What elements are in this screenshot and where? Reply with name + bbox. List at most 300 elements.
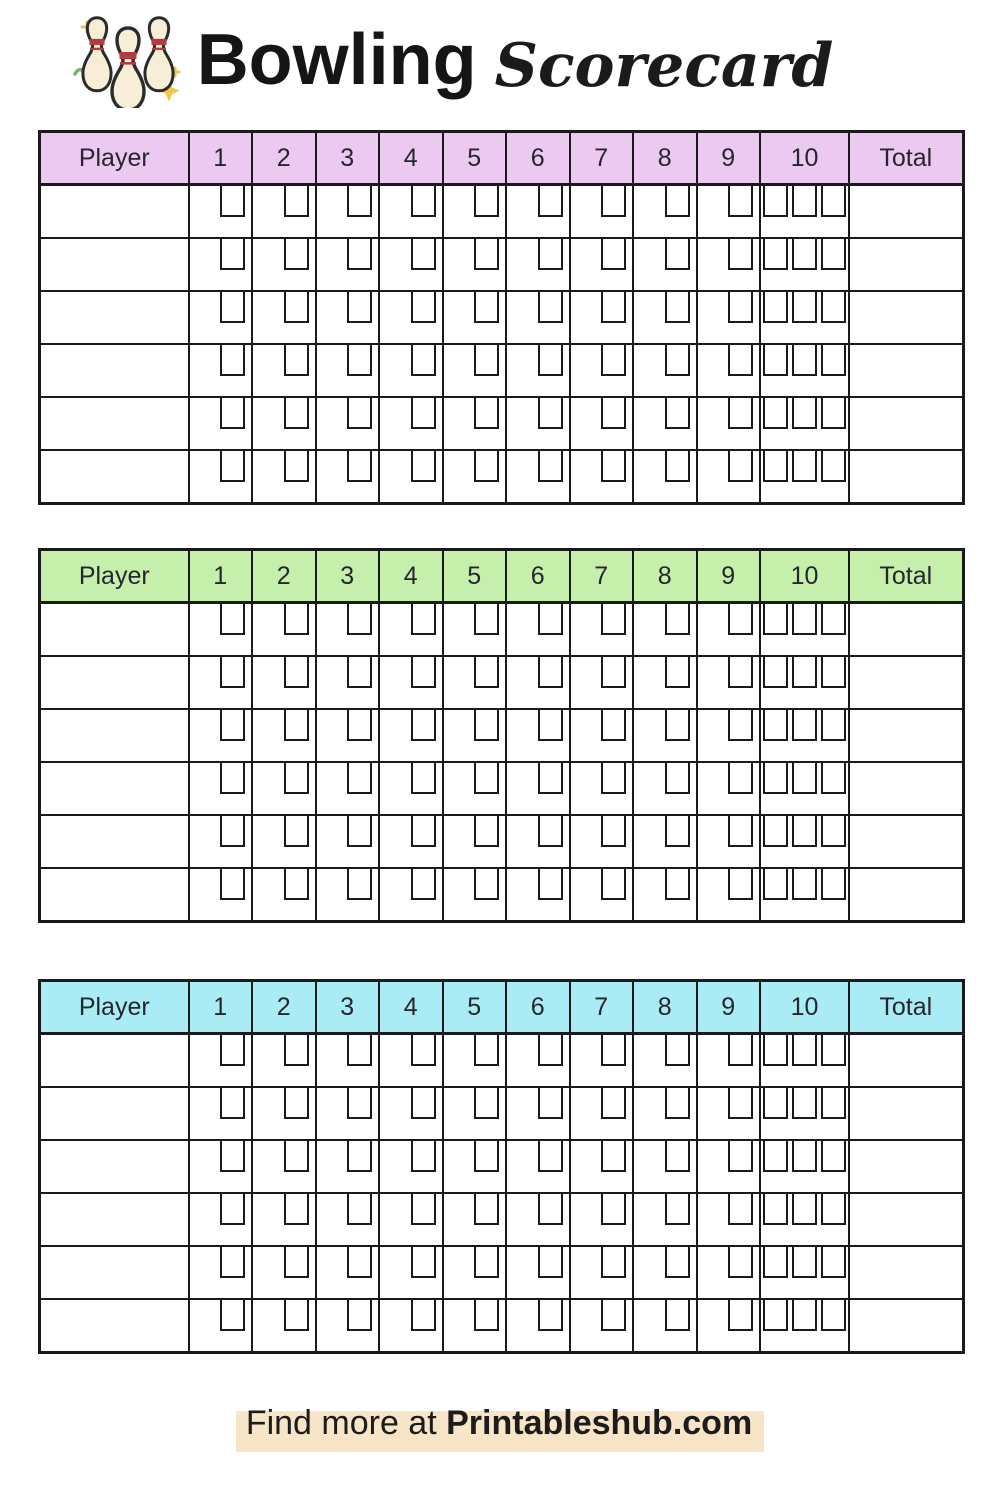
throw-score-box[interactable]: [474, 655, 499, 688]
throw-score-box[interactable]: [728, 396, 753, 429]
frame-cell-6[interactable]: [506, 450, 570, 504]
total-score-cell[interactable]: [849, 1193, 963, 1246]
throw-score-box[interactable]: [601, 396, 626, 429]
throw-score-box[interactable]: [728, 1086, 753, 1119]
throw-score-box[interactable]: [474, 814, 499, 847]
throw-score-box[interactable]: [474, 1033, 499, 1066]
frame-cell-3[interactable]: [316, 815, 380, 868]
frame-cell-4[interactable]: [379, 603, 443, 657]
throw-score-box[interactable]: [792, 602, 817, 635]
throw-score-box[interactable]: [821, 343, 846, 376]
frame-cell-3[interactable]: [316, 185, 380, 239]
throw-score-box[interactable]: [538, 1086, 563, 1119]
frame-cell-8[interactable]: [633, 185, 697, 239]
throw-score-box[interactable]: [821, 708, 846, 741]
throw-score-box[interactable]: [665, 1298, 690, 1331]
frame-cell-7[interactable]: [570, 603, 634, 657]
throw-score-box[interactable]: [665, 343, 690, 376]
frame-cell-6[interactable]: [506, 762, 570, 815]
frame-cell-5[interactable]: [443, 762, 507, 815]
throw-score-box[interactable]: [538, 867, 563, 900]
throw-score-box[interactable]: [792, 1245, 817, 1278]
throw-score-box[interactable]: [474, 1245, 499, 1278]
throw-score-box[interactable]: [821, 1245, 846, 1278]
throw-score-box[interactable]: [411, 1245, 436, 1278]
throw-score-box[interactable]: [728, 1033, 753, 1066]
throw-score-box[interactable]: [347, 290, 372, 323]
throw-score-box[interactable]: [347, 867, 372, 900]
throw-score-box[interactable]: [728, 1245, 753, 1278]
throw-score-box[interactable]: [665, 602, 690, 635]
frame-cell-7[interactable]: [570, 1034, 634, 1088]
total-score-cell[interactable]: [849, 344, 963, 397]
frame-cell-1[interactable]: [189, 709, 253, 762]
throw-score-box[interactable]: [763, 655, 788, 688]
throw-score-box[interactable]: [821, 655, 846, 688]
throw-score-box[interactable]: [763, 814, 788, 847]
frame-cell-3[interactable]: [316, 450, 380, 504]
frame-cell-7[interactable]: [570, 815, 634, 868]
player-name-cell[interactable]: [40, 397, 189, 450]
throw-score-box[interactable]: [728, 602, 753, 635]
throw-score-box[interactable]: [284, 237, 309, 270]
throw-score-box[interactable]: [821, 449, 846, 482]
frame-cell-1[interactable]: [189, 1087, 253, 1140]
throw-score-box[interactable]: [411, 343, 436, 376]
throw-score-box[interactable]: [538, 237, 563, 270]
frame-cell-2[interactable]: [252, 1034, 316, 1088]
throw-score-box[interactable]: [284, 814, 309, 847]
frame-cell-10[interactable]: [760, 1246, 849, 1299]
frame-cell-10[interactable]: [760, 603, 849, 657]
frame-cell-7[interactable]: [570, 762, 634, 815]
throw-score-box[interactable]: [538, 602, 563, 635]
throw-score-box[interactable]: [347, 761, 372, 794]
throw-score-box[interactable]: [538, 449, 563, 482]
frame-cell-6[interactable]: [506, 1193, 570, 1246]
throw-score-box[interactable]: [474, 1192, 499, 1225]
throw-score-box[interactable]: [411, 1192, 436, 1225]
frame-cell-3[interactable]: [316, 1087, 380, 1140]
frame-cell-9[interactable]: [697, 344, 761, 397]
frame-cell-2[interactable]: [252, 1193, 316, 1246]
frame-cell-1[interactable]: [189, 1034, 253, 1088]
frame-cell-1[interactable]: [189, 1299, 253, 1353]
throw-score-box[interactable]: [411, 655, 436, 688]
throw-score-box[interactable]: [763, 449, 788, 482]
frame-cell-5[interactable]: [443, 1034, 507, 1088]
throw-score-box[interactable]: [220, 343, 245, 376]
player-name-cell[interactable]: [40, 1087, 189, 1140]
frame-cell-3[interactable]: [316, 709, 380, 762]
frame-cell-2[interactable]: [252, 656, 316, 709]
throw-score-box[interactable]: [538, 1192, 563, 1225]
frame-cell-5[interactable]: [443, 344, 507, 397]
throw-score-box[interactable]: [474, 290, 499, 323]
frame-cell-5[interactable]: [443, 1299, 507, 1353]
throw-score-box[interactable]: [538, 343, 563, 376]
total-score-cell[interactable]: [849, 1087, 963, 1140]
throw-score-box[interactable]: [763, 867, 788, 900]
frame-cell-1[interactable]: [189, 868, 253, 922]
throw-score-box[interactable]: [728, 290, 753, 323]
throw-score-box[interactable]: [601, 290, 626, 323]
frame-cell-8[interactable]: [633, 238, 697, 291]
throw-score-box[interactable]: [763, 1192, 788, 1225]
throw-score-box[interactable]: [665, 867, 690, 900]
throw-score-box[interactable]: [411, 814, 436, 847]
frame-cell-9[interactable]: [697, 238, 761, 291]
throw-score-box[interactable]: [821, 1192, 846, 1225]
throw-score-box[interactable]: [601, 449, 626, 482]
frame-cell-2[interactable]: [252, 291, 316, 344]
throw-score-box[interactable]: [665, 237, 690, 270]
throw-score-box[interactable]: [665, 708, 690, 741]
frame-cell-10[interactable]: [760, 450, 849, 504]
throw-score-box[interactable]: [220, 708, 245, 741]
throw-score-box[interactable]: [474, 237, 499, 270]
total-score-cell[interactable]: [849, 238, 963, 291]
throw-score-box[interactable]: [284, 1033, 309, 1066]
throw-score-box[interactable]: [763, 602, 788, 635]
throw-score-box[interactable]: [821, 1086, 846, 1119]
frame-cell-1[interactable]: [189, 762, 253, 815]
frame-cell-3[interactable]: [316, 1299, 380, 1353]
throw-score-box[interactable]: [284, 1192, 309, 1225]
frame-cell-3[interactable]: [316, 1246, 380, 1299]
throw-score-box[interactable]: [284, 396, 309, 429]
throw-score-box[interactable]: [347, 343, 372, 376]
throw-score-box[interactable]: [792, 1033, 817, 1066]
total-score-cell[interactable]: [849, 1034, 963, 1088]
frame-cell-10[interactable]: [760, 868, 849, 922]
frame-cell-7[interactable]: [570, 185, 634, 239]
throw-score-box[interactable]: [665, 396, 690, 429]
throw-score-box[interactable]: [601, 1033, 626, 1066]
frame-cell-2[interactable]: [252, 815, 316, 868]
throw-score-box[interactable]: [792, 655, 817, 688]
total-score-cell[interactable]: [849, 185, 963, 239]
frame-cell-3[interactable]: [316, 868, 380, 922]
throw-score-box[interactable]: [220, 602, 245, 635]
throw-score-box[interactable]: [763, 290, 788, 323]
frame-cell-6[interactable]: [506, 868, 570, 922]
throw-score-box[interactable]: [220, 237, 245, 270]
throw-score-box[interactable]: [538, 1298, 563, 1331]
frame-cell-4[interactable]: [379, 1299, 443, 1353]
throw-score-box[interactable]: [347, 1139, 372, 1172]
frame-cell-9[interactable]: [697, 450, 761, 504]
frame-cell-1[interactable]: [189, 1140, 253, 1193]
throw-score-box[interactable]: [792, 1298, 817, 1331]
throw-score-box[interactable]: [220, 449, 245, 482]
total-score-cell[interactable]: [849, 656, 963, 709]
frame-cell-8[interactable]: [633, 397, 697, 450]
throw-score-box[interactable]: [538, 1245, 563, 1278]
frame-cell-10[interactable]: [760, 397, 849, 450]
frame-cell-6[interactable]: [506, 1087, 570, 1140]
throw-score-box[interactable]: [347, 396, 372, 429]
frame-cell-4[interactable]: [379, 762, 443, 815]
throw-score-box[interactable]: [728, 655, 753, 688]
throw-score-box[interactable]: [601, 184, 626, 217]
frame-cell-8[interactable]: [633, 1087, 697, 1140]
total-score-cell[interactable]: [849, 1140, 963, 1193]
throw-score-box[interactable]: [665, 1192, 690, 1225]
throw-score-box[interactable]: [792, 343, 817, 376]
frame-cell-2[interactable]: [252, 238, 316, 291]
throw-score-box[interactable]: [728, 761, 753, 794]
throw-score-box[interactable]: [411, 1086, 436, 1119]
frame-cell-4[interactable]: [379, 815, 443, 868]
throw-score-box[interactable]: [728, 1139, 753, 1172]
frame-cell-9[interactable]: [697, 1246, 761, 1299]
throw-score-box[interactable]: [347, 1192, 372, 1225]
throw-score-box[interactable]: [601, 814, 626, 847]
frame-cell-7[interactable]: [570, 397, 634, 450]
frame-cell-6[interactable]: [506, 1034, 570, 1088]
frame-cell-8[interactable]: [633, 815, 697, 868]
frame-cell-2[interactable]: [252, 1140, 316, 1193]
frame-cell-6[interactable]: [506, 291, 570, 344]
frame-cell-8[interactable]: [633, 450, 697, 504]
throw-score-box[interactable]: [792, 867, 817, 900]
throw-score-box[interactable]: [601, 1298, 626, 1331]
throw-score-box[interactable]: [474, 396, 499, 429]
frame-cell-10[interactable]: [760, 1193, 849, 1246]
throw-score-box[interactable]: [728, 184, 753, 217]
frame-cell-3[interactable]: [316, 397, 380, 450]
frame-cell-5[interactable]: [443, 185, 507, 239]
throw-score-box[interactable]: [763, 1086, 788, 1119]
frame-cell-2[interactable]: [252, 450, 316, 504]
throw-score-box[interactable]: [763, 708, 788, 741]
frame-cell-7[interactable]: [570, 709, 634, 762]
frame-cell-5[interactable]: [443, 868, 507, 922]
throw-score-box[interactable]: [821, 237, 846, 270]
frame-cell-10[interactable]: [760, 815, 849, 868]
frame-cell-7[interactable]: [570, 1087, 634, 1140]
frame-cell-6[interactable]: [506, 397, 570, 450]
throw-score-box[interactable]: [284, 343, 309, 376]
throw-score-box[interactable]: [220, 655, 245, 688]
throw-score-box[interactable]: [284, 1245, 309, 1278]
frame-cell-10[interactable]: [760, 1087, 849, 1140]
frame-cell-4[interactable]: [379, 709, 443, 762]
frame-cell-9[interactable]: [697, 1193, 761, 1246]
throw-score-box[interactable]: [601, 655, 626, 688]
throw-score-box[interactable]: [601, 761, 626, 794]
frame-cell-5[interactable]: [443, 1193, 507, 1246]
frame-cell-1[interactable]: [189, 397, 253, 450]
frame-cell-3[interactable]: [316, 656, 380, 709]
frame-cell-10[interactable]: [760, 238, 849, 291]
frame-cell-4[interactable]: [379, 1087, 443, 1140]
throw-score-box[interactable]: [601, 1245, 626, 1278]
throw-score-box[interactable]: [792, 449, 817, 482]
throw-score-box[interactable]: [821, 184, 846, 217]
frame-cell-1[interactable]: [189, 1246, 253, 1299]
frame-cell-4[interactable]: [379, 185, 443, 239]
frame-cell-4[interactable]: [379, 1246, 443, 1299]
throw-score-box[interactable]: [284, 1139, 309, 1172]
frame-cell-6[interactable]: [506, 185, 570, 239]
throw-score-box[interactable]: [411, 1139, 436, 1172]
frame-cell-9[interactable]: [697, 815, 761, 868]
frame-cell-9[interactable]: [697, 1087, 761, 1140]
throw-score-box[interactable]: [821, 290, 846, 323]
frame-cell-1[interactable]: [189, 344, 253, 397]
frame-cell-4[interactable]: [379, 656, 443, 709]
throw-score-box[interactable]: [284, 602, 309, 635]
total-score-cell[interactable]: [849, 709, 963, 762]
frame-cell-10[interactable]: [760, 1140, 849, 1193]
throw-score-box[interactable]: [220, 184, 245, 217]
frame-cell-6[interactable]: [506, 1140, 570, 1193]
frame-cell-5[interactable]: [443, 709, 507, 762]
total-score-cell[interactable]: [849, 397, 963, 450]
throw-score-box[interactable]: [665, 1086, 690, 1119]
throw-score-box[interactable]: [792, 396, 817, 429]
throw-score-box[interactable]: [792, 761, 817, 794]
throw-score-box[interactable]: [347, 602, 372, 635]
throw-score-box[interactable]: [821, 1139, 846, 1172]
frame-cell-6[interactable]: [506, 656, 570, 709]
throw-score-box[interactable]: [763, 237, 788, 270]
throw-score-box[interactable]: [792, 814, 817, 847]
throw-score-box[interactable]: [284, 290, 309, 323]
throw-score-box[interactable]: [601, 1192, 626, 1225]
throw-score-box[interactable]: [792, 708, 817, 741]
frame-cell-9[interactable]: [697, 185, 761, 239]
frame-cell-4[interactable]: [379, 868, 443, 922]
frame-cell-5[interactable]: [443, 656, 507, 709]
throw-score-box[interactable]: [792, 237, 817, 270]
frame-cell-3[interactable]: [316, 762, 380, 815]
frame-cell-6[interactable]: [506, 1246, 570, 1299]
throw-score-box[interactable]: [347, 1033, 372, 1066]
throw-score-box[interactable]: [411, 602, 436, 635]
throw-score-box[interactable]: [538, 761, 563, 794]
throw-score-box[interactable]: [347, 237, 372, 270]
player-name-cell[interactable]: [40, 603, 189, 657]
throw-score-box[interactable]: [601, 237, 626, 270]
frame-cell-5[interactable]: [443, 397, 507, 450]
frame-cell-1[interactable]: [189, 450, 253, 504]
frame-cell-2[interactable]: [252, 1246, 316, 1299]
frame-cell-8[interactable]: [633, 603, 697, 657]
throw-score-box[interactable]: [821, 602, 846, 635]
throw-score-box[interactable]: [821, 1298, 846, 1331]
throw-score-box[interactable]: [474, 343, 499, 376]
frame-cell-6[interactable]: [506, 709, 570, 762]
frame-cell-2[interactable]: [252, 762, 316, 815]
throw-score-box[interactable]: [821, 396, 846, 429]
throw-score-box[interactable]: [220, 396, 245, 429]
frame-cell-7[interactable]: [570, 450, 634, 504]
frame-cell-7[interactable]: [570, 1140, 634, 1193]
frame-cell-10[interactable]: [760, 709, 849, 762]
frame-cell-5[interactable]: [443, 815, 507, 868]
frame-cell-8[interactable]: [633, 344, 697, 397]
throw-score-box[interactable]: [665, 1033, 690, 1066]
throw-score-box[interactable]: [474, 708, 499, 741]
throw-score-box[interactable]: [474, 1139, 499, 1172]
frame-cell-3[interactable]: [316, 1193, 380, 1246]
throw-score-box[interactable]: [284, 1298, 309, 1331]
player-name-cell[interactable]: [40, 762, 189, 815]
player-name-cell[interactable]: [40, 1034, 189, 1088]
throw-score-box[interactable]: [792, 184, 817, 217]
frame-cell-8[interactable]: [633, 1034, 697, 1088]
throw-score-box[interactable]: [821, 1033, 846, 1066]
throw-score-box[interactable]: [601, 867, 626, 900]
frame-cell-2[interactable]: [252, 868, 316, 922]
throw-score-box[interactable]: [347, 184, 372, 217]
throw-score-box[interactable]: [728, 343, 753, 376]
frame-cell-3[interactable]: [316, 1140, 380, 1193]
player-name-cell[interactable]: [40, 291, 189, 344]
frame-cell-1[interactable]: [189, 291, 253, 344]
frame-cell-5[interactable]: [443, 1087, 507, 1140]
throw-score-box[interactable]: [792, 1192, 817, 1225]
frame-cell-8[interactable]: [633, 1246, 697, 1299]
frame-cell-4[interactable]: [379, 344, 443, 397]
throw-score-box[interactable]: [728, 1192, 753, 1225]
total-score-cell[interactable]: [849, 291, 963, 344]
throw-score-box[interactable]: [763, 184, 788, 217]
throw-score-box[interactable]: [728, 814, 753, 847]
player-name-cell[interactable]: [40, 656, 189, 709]
frame-cell-9[interactable]: [697, 397, 761, 450]
frame-cell-6[interactable]: [506, 603, 570, 657]
frame-cell-3[interactable]: [316, 291, 380, 344]
frame-cell-1[interactable]: [189, 185, 253, 239]
throw-score-box[interactable]: [538, 708, 563, 741]
player-name-cell[interactable]: [40, 1140, 189, 1193]
player-name-cell[interactable]: [40, 1246, 189, 1299]
frame-cell-8[interactable]: [633, 868, 697, 922]
frame-cell-7[interactable]: [570, 344, 634, 397]
frame-cell-7[interactable]: [570, 1299, 634, 1353]
total-score-cell[interactable]: [849, 762, 963, 815]
frame-cell-10[interactable]: [760, 1299, 849, 1353]
frame-cell-1[interactable]: [189, 238, 253, 291]
throw-score-box[interactable]: [220, 1033, 245, 1066]
frame-cell-4[interactable]: [379, 291, 443, 344]
throw-score-box[interactable]: [665, 1139, 690, 1172]
throw-score-box[interactable]: [220, 1298, 245, 1331]
throw-score-box[interactable]: [763, 1245, 788, 1278]
throw-score-box[interactable]: [220, 1245, 245, 1278]
throw-score-box[interactable]: [284, 867, 309, 900]
throw-score-box[interactable]: [665, 761, 690, 794]
frame-cell-4[interactable]: [379, 1140, 443, 1193]
throw-score-box[interactable]: [821, 867, 846, 900]
throw-score-box[interactable]: [665, 655, 690, 688]
throw-score-box[interactable]: [538, 655, 563, 688]
throw-score-box[interactable]: [763, 761, 788, 794]
throw-score-box[interactable]: [728, 237, 753, 270]
frame-cell-9[interactable]: [697, 762, 761, 815]
throw-score-box[interactable]: [411, 708, 436, 741]
frame-cell-7[interactable]: [570, 1193, 634, 1246]
throw-score-box[interactable]: [665, 449, 690, 482]
throw-score-box[interactable]: [347, 655, 372, 688]
throw-score-box[interactable]: [792, 1139, 817, 1172]
frame-cell-9[interactable]: [697, 291, 761, 344]
throw-score-box[interactable]: [220, 290, 245, 323]
